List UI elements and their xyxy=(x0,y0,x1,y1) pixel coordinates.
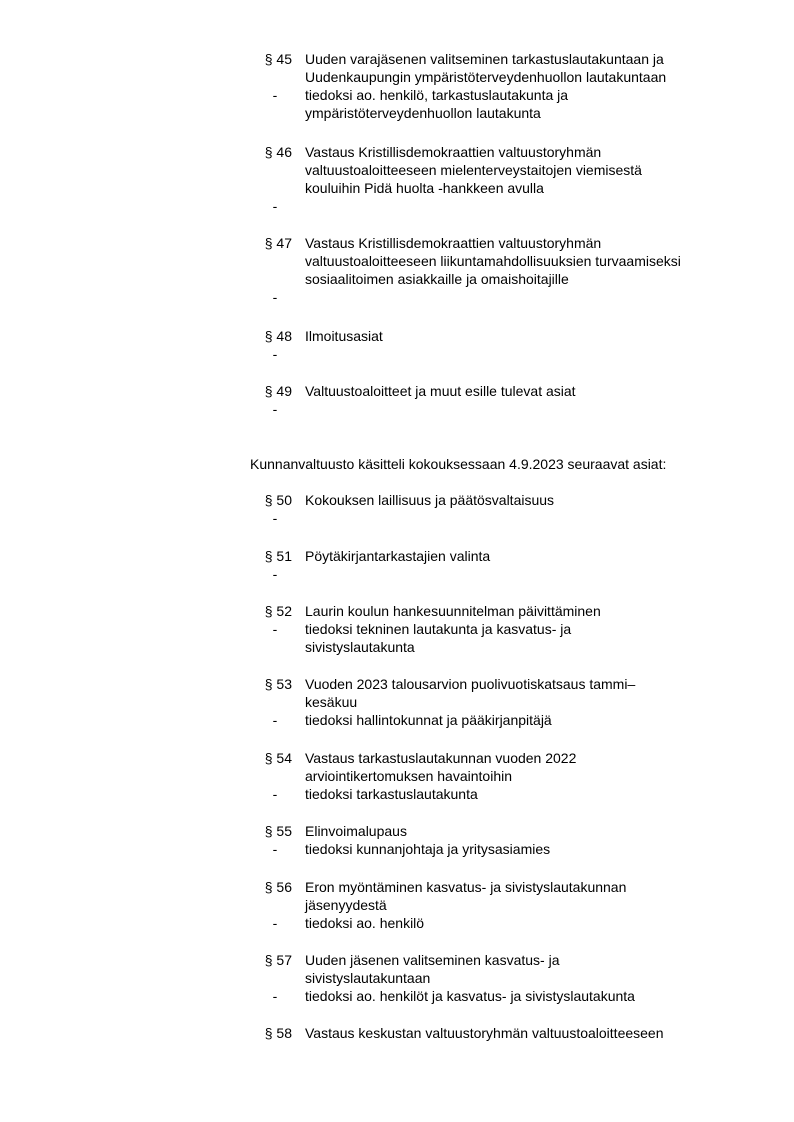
item-title: Vastaus keskustan valtuustoryhmän valtuustoaloitteeseen xyxy=(305,1025,664,1041)
item-note: tiedoksi tarkastuslautakunta xyxy=(305,786,478,802)
dash-marker: - xyxy=(272,841,278,857)
agenda-item-57 xyxy=(250,951,750,1005)
item-title: Vastaus tarkastuslautakunnan vuoden 2022 arviointikertomuksen havaintoihin xyxy=(305,750,577,784)
section-number: § 58 xyxy=(264,1025,292,1041)
agenda-item-55 xyxy=(250,822,750,858)
dash-marker: - xyxy=(272,510,278,526)
agenda-item-51 xyxy=(250,547,750,583)
section-number: § 51 xyxy=(264,548,292,564)
item-title: Ilmoitusasiat xyxy=(305,328,383,344)
agenda-item-49 xyxy=(250,382,750,418)
dash-marker: - xyxy=(272,289,278,305)
item-title: Pöytäkirjantarkastajien valinta xyxy=(305,548,491,564)
item-title: Uuden jäsenen valitseminen kasvatus- ja sivistyslautakuntaan xyxy=(305,952,560,986)
item-title: Valtuustoaloitteet ja muut esille tulevat asiat xyxy=(305,383,576,399)
agenda-item-45 xyxy=(250,50,750,122)
item-title: Elinvoimalupaus xyxy=(305,823,407,839)
dash-marker: - xyxy=(272,988,278,1004)
section-number: § 49 xyxy=(264,383,292,399)
item-note: tiedoksi ao. henkilö, tarkastuslautakunta ja ympäristöterveydenhuollon lautakunta xyxy=(305,87,569,121)
dash-marker: - xyxy=(272,87,278,103)
item-title: Vuoden 2023 talousarvion puolivuotiskatsaus tammi– kesäkuu xyxy=(305,676,636,710)
section-number: § 52 xyxy=(264,603,292,619)
section-number: § 46 xyxy=(264,144,292,160)
section-number: § 50 xyxy=(264,492,292,508)
agenda-item-54 xyxy=(250,749,750,803)
section-number: § 53 xyxy=(264,676,292,692)
item-note: tiedoksi kunnanjohtaja ja yritysasiamies xyxy=(305,841,551,857)
item-title: Kokouksen laillisuus ja päätösvaltaisuus xyxy=(305,492,555,508)
section-number: § 55 xyxy=(264,823,292,839)
agenda-item-52 xyxy=(250,602,750,656)
dash-marker: - xyxy=(272,346,278,362)
item-title: Vastaus Kristillisdemokraattien valtuustoryhmän valtuustoaloitteeseen mielenterveystaitojen viemisestä kouluihin Pidä huolta -hankkeen avulla xyxy=(305,144,642,196)
section-number: § 47 xyxy=(264,235,292,251)
section-number: § 48 xyxy=(264,328,292,344)
agenda-item-46 xyxy=(250,143,750,215)
section-number: § 57 xyxy=(264,952,292,968)
item-note: tiedoksi ao. henkilö xyxy=(305,915,425,931)
agenda-item-58 xyxy=(250,1024,750,1042)
item-title: Uuden varajäsenen valitseminen tarkastuslautakuntaan ja Uudenkaupungin ympäristöterveydenhuollon lautakuntaan xyxy=(305,51,667,85)
agenda-item-47 xyxy=(250,234,750,306)
item-note: tiedoksi ao. henkilöt ja kasvatus- ja sivistyslautakunta xyxy=(305,988,635,1004)
dash-marker: - xyxy=(272,198,278,214)
item-note: tiedoksi hallintokunnat ja pääkirjanpitäjä xyxy=(305,712,552,728)
section-number: § 56 xyxy=(264,879,292,895)
dash-marker: - xyxy=(272,712,278,728)
section-number: § 54 xyxy=(264,750,292,766)
item-title: Laurin koulun hankesuunnitelman päivittäminen xyxy=(305,603,601,619)
dash-marker: - xyxy=(272,566,278,582)
dash-marker: - xyxy=(272,621,278,637)
agenda-item-56 xyxy=(250,878,750,932)
item-note: tiedoksi tekninen lautakunta ja kasvatus- ja sivistyslautakunta xyxy=(305,621,572,655)
dash-marker: - xyxy=(272,786,278,802)
council-meeting-heading: Kunnanvaltuusto käsitteli kokouksessaan 4.9.2023 seuraavat asiat: xyxy=(250,456,667,472)
item-title: Eron myöntäminen kasvatus- ja sivistyslautakunnan jäsenyydestä xyxy=(305,879,627,913)
agenda-item-48 xyxy=(250,327,750,363)
agenda-item-53 xyxy=(250,675,750,729)
item-title: Vastaus Kristillisdemokraattien valtuustoryhmän valtuustoaloitteeseen liikuntamahdollisuuksien turvaamiseksi sosiaalitoimen asiakkaille ja omaishoitajille xyxy=(305,235,681,287)
agenda-item-50 xyxy=(250,491,750,527)
dash-marker: - xyxy=(272,915,278,931)
section-number: § 45 xyxy=(264,51,292,67)
dash-marker: - xyxy=(272,401,278,417)
